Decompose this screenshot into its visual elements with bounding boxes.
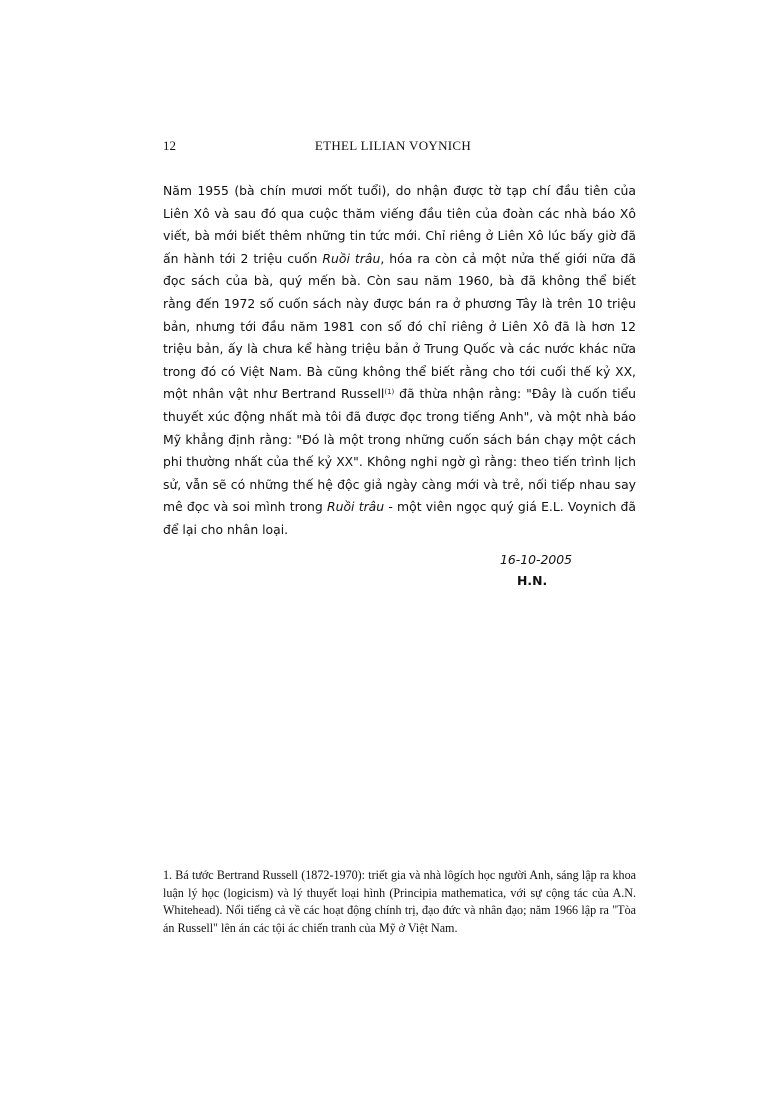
body-paragraph (163, 180, 636, 542)
signature-date: 16-10-2005 (500, 552, 573, 567)
signature-block (500, 552, 572, 588)
signature-initials: H.N. (517, 573, 548, 588)
body-text-part: Năm 1955 (bà chín mươi mốt tuổi), do nhận được tờ tạp chí đầu tiên của Liên Xô và sau đó qua cuộc thăm viếng đầu tiên của đoàn các nhà báo Xô viết, bà mới biết thêm những tin tức mới. Chỉ riêng ở Liên Xô lúc bấy giờ đã ấn hành tới 2 triệu cuốn (163, 183, 636, 266)
running-title: ETHEL LILIAN VOYNICH (314, 138, 472, 153)
footnote-reference: (1) (384, 388, 395, 397)
book-title: Ruồi trâu (322, 250, 381, 266)
page-number: 12 (163, 138, 176, 153)
body-text-part: - một viên ngọc quý giá E.L. Voynich đã để lại cho nhân loại. (163, 499, 636, 537)
footnote: 1. Bá tước Bertrand Russell (1872-1970): triết gia và nhà lôgích học người Anh, sáng lập ra khoa luận lý học (logicism) và lý thuyết loại hình (Principia mathematica, với sự cộng tác của A.N. Whitehead). Nổi tiếng cả về các hoạt động chính trị, đạo đức và nhân đạo; năm 1966 lập ra "Tòa án Russell" lên án các tội ác chiến tranh của Mỹ ở Việt Nam. (163, 868, 636, 935)
book-title: Ruồi trâu (326, 499, 385, 515)
body-text (163, 180, 636, 542)
body-text-part: , hóa ra còn cả một nửa thế giới nữa đã đọc sách của bà, quý mến bà. Còn sau năm 1960, bà đã không thể biết rằng đến 1972 số cuốn sách này được bán ra ở phương Tây là trên 10 triệu bản, nhưng tới đầu năm 1981 con số đó chỉ riêng ở Liên Xô đã là hơn 12 triệu bản, ấy là chưa kể hàng triệu bản ở Trung Quốc và các nước khác nữa trong đó có Việt Nam. Bà cũng không thể biết rằng cho tới cuối thế kỷ XX, một nhân vật như Bertrand Russell (163, 250, 637, 402)
body-text-part: đã thừa nhận rằng: "Đây là cuốn tiểu thuyết xúc động nhất mà tôi đã được đọc trong tiếng Anh", và một nhà báo Mỹ khẳng định rằng: "Đó là một trong những cuốn sách bán chạy một cách phi thường nhất của thế kỷ XX". Không nghi ngờ gì rằng: theo tiến trình lịch sử, vẫn sẽ có những thế hệ độc giả ngày càng mới và trẻ, nối tiếp nhau say mê đọc và soi mình trong (163, 386, 636, 515)
